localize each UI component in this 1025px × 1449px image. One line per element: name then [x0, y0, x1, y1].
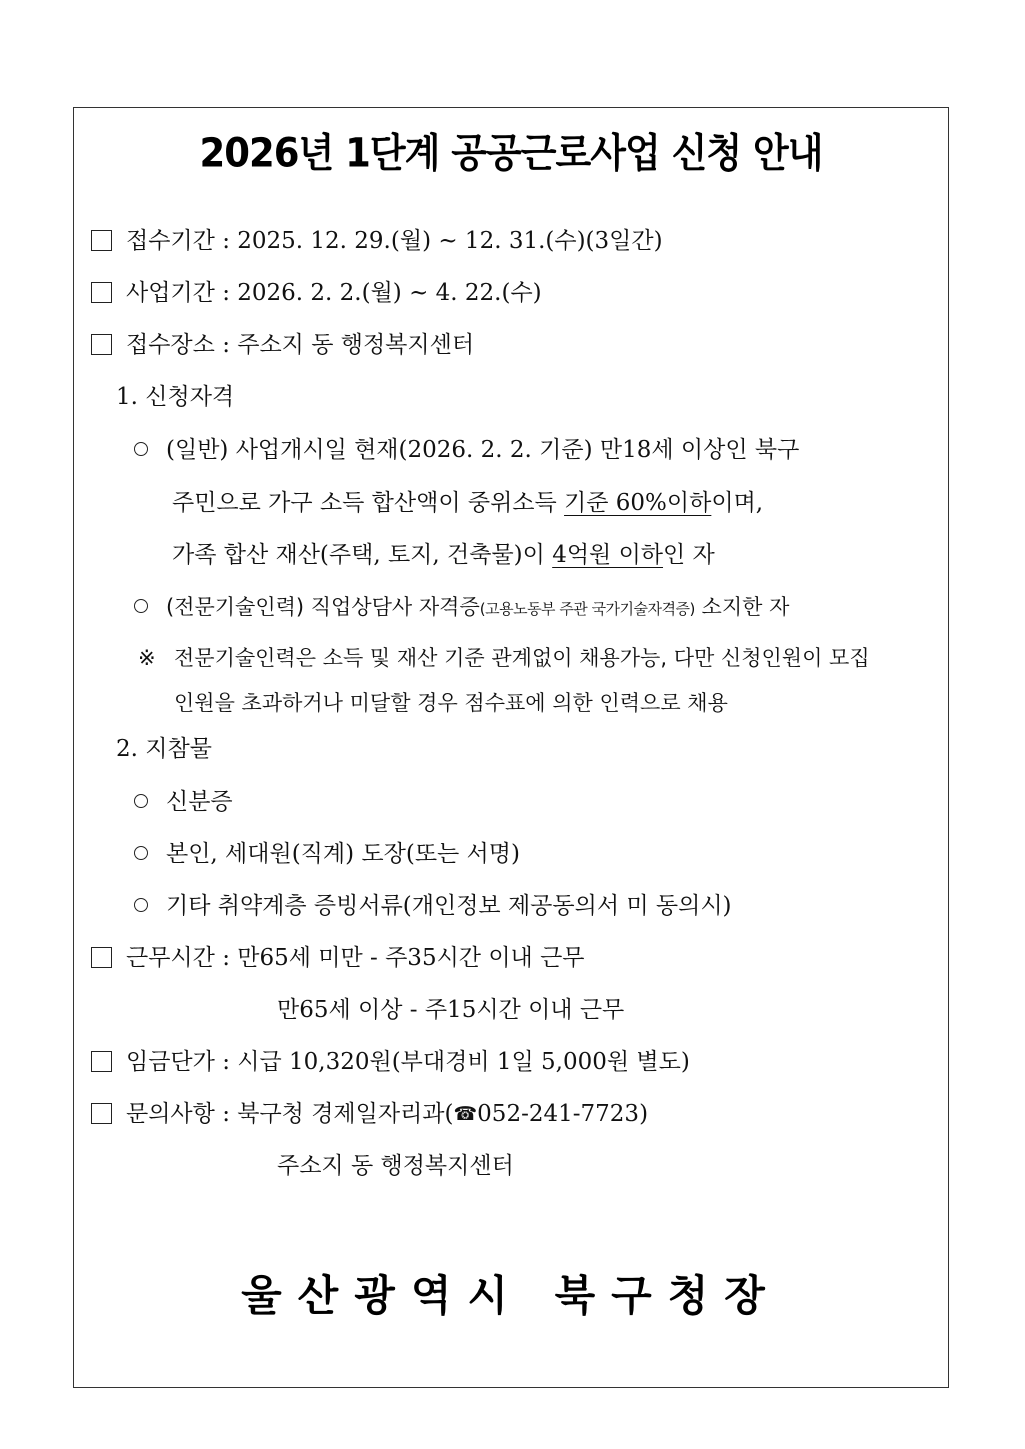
eligibility-general-text: (일반) 사업개시일 현재(2026. 2. 2. 기준) 만18세 이상인 북구 — [166, 437, 800, 463]
checkbox-square-icon — [91, 1051, 112, 1072]
documents-item — [134, 891, 732, 921]
reference-mark-icon: ※ — [138, 646, 156, 670]
circle-bullet-icon — [134, 442, 148, 456]
inquiry-department: 북구청 경제일자리과( — [237, 1101, 454, 1127]
inquiry-phone-number: 052-241-7723 — [477, 1101, 640, 1127]
underlined-income-criteria: 기준 60%이하 — [564, 490, 712, 516]
wage-label: 임금단가 — [126, 1049, 215, 1075]
separator: : — [222, 228, 230, 254]
eligibility-general-line3 — [172, 540, 715, 570]
working-hours-row — [91, 943, 585, 973]
document-frame — [73, 107, 949, 1388]
separator: : — [222, 945, 230, 971]
text: 가족 합산 재산(주택, 토지, 건축물)이 — [172, 542, 553, 568]
reception-period-value: 2025. 12. 29.(월) ~ 12. 31.(수)(3일간) — [237, 228, 663, 254]
working-hours-label: 근무시간 — [126, 945, 215, 971]
reception-place-label: 접수장소 — [126, 332, 215, 358]
separator: : — [222, 280, 230, 306]
inquiry-line2: 주소지 동 행정복지센터 — [277, 1153, 514, 1179]
documents-item-text: 기타 취약계층 증빙서류(개인정보 제공동의서 미 동의시) — [166, 893, 732, 919]
text: 소지한 자 — [694, 595, 790, 619]
text: (전문기술인력) 직업상담사 자격증 — [166, 595, 480, 619]
checkbox-square-icon — [91, 1103, 112, 1124]
project-period-value: 2026. 2. 2.(월) ~ 4. 22.(수) — [237, 280, 542, 306]
small-note: (고용노동부 주관 국가기술자격증) — [479, 600, 695, 618]
checkbox-square-icon — [91, 230, 112, 251]
eligibility-professional — [134, 592, 789, 624]
text: 인 자 — [663, 542, 715, 568]
reception-period-label: 접수기간 — [126, 228, 215, 254]
documents-heading: 2. 지참물 — [116, 736, 212, 762]
circle-bullet-icon — [134, 898, 148, 912]
circle-bullet-icon — [134, 794, 148, 808]
reception-place-row — [91, 330, 474, 360]
checkbox-square-icon — [91, 282, 112, 303]
eligibility-general-line2 — [172, 488, 763, 518]
underlined-asset-criteria: 4억원 이하 — [552, 542, 664, 568]
working-hours-over-65: 만65세 이상 - 주15시간 이내 근무 — [277, 997, 625, 1023]
document-title: 2026년 1단계 공공근로사업 신청 안내 — [199, 129, 823, 176]
project-period-row — [91, 278, 542, 308]
telephone-icon: ☎ — [453, 1103, 478, 1125]
inquiry-row — [91, 1099, 648, 1129]
circle-bullet-icon — [134, 846, 148, 860]
documents-item — [134, 787, 233, 817]
project-period-label: 사업기간 — [126, 280, 215, 306]
reception-place-value: 주소지 동 행정복지센터 — [237, 332, 475, 358]
documents-item — [134, 839, 520, 869]
separator: : — [222, 332, 230, 358]
inquiry-label: 문의사항 — [126, 1101, 215, 1127]
checkbox-square-icon — [91, 334, 112, 355]
eligibility-note-line2: 인원을 초과하거나 미달할 경우 점수표에 의한 인력으로 채용 — [174, 691, 728, 715]
text: 이며, — [711, 490, 764, 516]
eligibility-note-line1 — [138, 643, 870, 673]
documents-item-text: 신분증 — [166, 789, 233, 815]
separator: : — [222, 1101, 230, 1127]
wage-value: 시급 10,320원(부대경비 1일 5,000원 별도) — [237, 1049, 690, 1075]
separator: : — [222, 1049, 230, 1075]
issuer-signature: 울산광역시 북구청장 — [241, 1271, 781, 1320]
working-hours-under-65: 만65세 미만 - 주35시간 이내 근무 — [237, 945, 585, 971]
text: 주민으로 가구 소득 합산액이 중위소득 — [172, 490, 565, 516]
reception-period-row — [91, 226, 663, 256]
wage-row — [91, 1047, 690, 1077]
checkbox-square-icon — [91, 947, 112, 968]
documents-item-text: 본인, 세대원(직계) 도장(또는 서명) — [166, 841, 520, 867]
note-text: 전문기술인력은 소득 및 재산 기준 관계없이 채용가능, 다만 신청인원이 모집 — [174, 646, 870, 670]
eligibility-general-line1 — [134, 435, 799, 465]
eligibility-heading: 1. 신청자격 — [116, 384, 235, 410]
text: ) — [639, 1101, 649, 1127]
circle-bullet-icon — [134, 599, 148, 613]
